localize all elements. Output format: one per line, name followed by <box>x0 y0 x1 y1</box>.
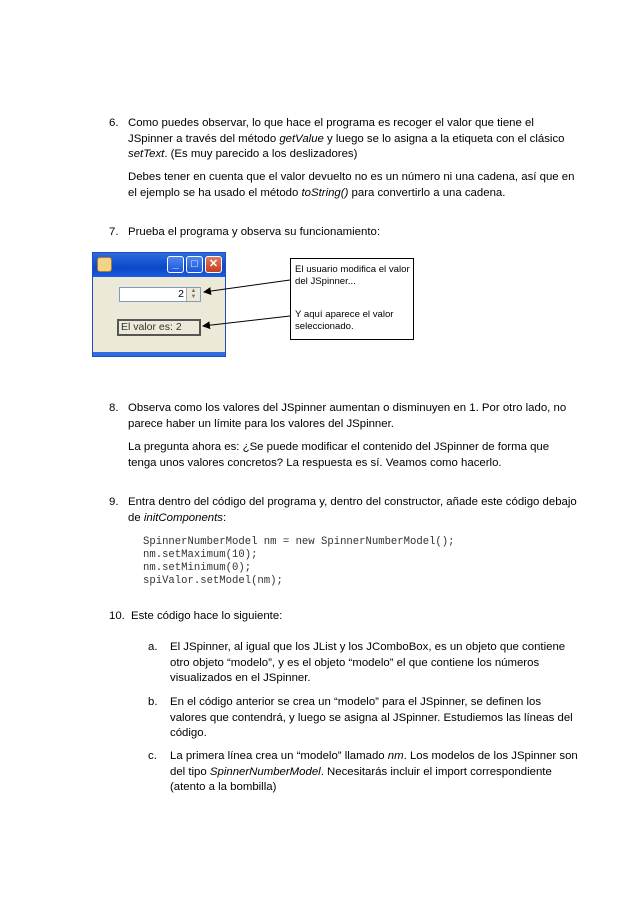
sub-item-letter: b. <box>148 696 158 708</box>
paragraph-6: Debes tener en cuenta que el valor devuelto no es un número ni una cadena, así que en el ejemplo se ha usado el método toString() para convertirlo a una cadena. <box>128 171 575 199</box>
sub-item-letter: c. <box>148 750 157 762</box>
minimize-button[interactable]: _ <box>167 256 184 273</box>
item-number: 10. <box>109 610 125 622</box>
spinner-down-icon[interactable]: ▼ <box>190 294 197 300</box>
value-label: El valor es: 2 <box>117 319 201 336</box>
item-number: 9. <box>109 496 119 508</box>
spinner-value: 2 <box>178 288 184 300</box>
annotation-box <box>290 258 414 340</box>
annotation-spinner: El usuario modifica el valor del JSpinner... <box>295 264 410 287</box>
sub-item-text: En el código anterior se crea un “modelo” para el JSpinner, se definen los valores que contendrá, y luego se asigna al JSpinner. Estudiemos las líneas del código. <box>170 696 573 739</box>
close-button[interactable]: ✕ <box>205 256 222 273</box>
sub-item-text: La primera línea crea un “modelo” llamado nm. Los modelos de los JSpinner son del tipo SpinnerNumberModel. Necesitarás incluir el import correspondiente (atento a la bombilla) <box>170 750 578 793</box>
item-text: Observa como los valores del JSpinner aumentan o disminuyen en 1. Por otro lado, no parece haber un límite para los valores del JSpinner. <box>128 402 567 430</box>
maximize-button[interactable]: □ <box>186 256 203 273</box>
sub-item-letter: a. <box>148 641 158 653</box>
annotation-label: Y aquí aparece el valor seleccionado. <box>295 309 394 332</box>
paragraph-8: La pregunta ahora es: ¿Se puede modificar el contenido del JSpinner de forma que tenga unos valores concretos? La respuesta es sí. Veamos como hacerlo. <box>128 441 550 469</box>
arrow-to-label <box>203 316 290 326</box>
code-line-4: spiValor.setModel(nm); <box>143 575 283 587</box>
code-line-2: nm.setMaximum(10); <box>143 549 258 561</box>
spinner-up-icon[interactable]: ▲ <box>190 288 197 294</box>
code-line-1: SpinnerNumberModel nm = new SpinnerNumberModel(); <box>143 536 455 548</box>
item-text: Prueba el programa y observa su funcionamiento: <box>128 226 381 238</box>
item-text: Este código hace lo siguiente: <box>131 610 283 622</box>
item-text: Entra dentro del código del programa y, dentro del constructor, añade este código debajo de initComponents: <box>128 496 577 524</box>
arrow-to-spinner <box>204 280 290 292</box>
item-number: 8. <box>109 402 119 414</box>
item-number: 7. <box>109 226 119 238</box>
code-line-3: nm.setMinimum(0); <box>143 562 252 574</box>
sub-item-text: El JSpinner, al igual que los JList y los JComboBox, es un objeto que contiene otro objeto “modelo”, y es el objeto “modelo” el que contiene los números visualizados en el JSpinner. <box>170 641 566 684</box>
item-number: 6. <box>109 117 119 129</box>
item-text: Como puedes observar, lo que hace el programa es recoger el valor que tiene el JSpinner a través del método getValue y luego se lo asigna a la etiqueta con el clásico setText. (Es muy parecido a los deslizadores) <box>128 117 565 160</box>
